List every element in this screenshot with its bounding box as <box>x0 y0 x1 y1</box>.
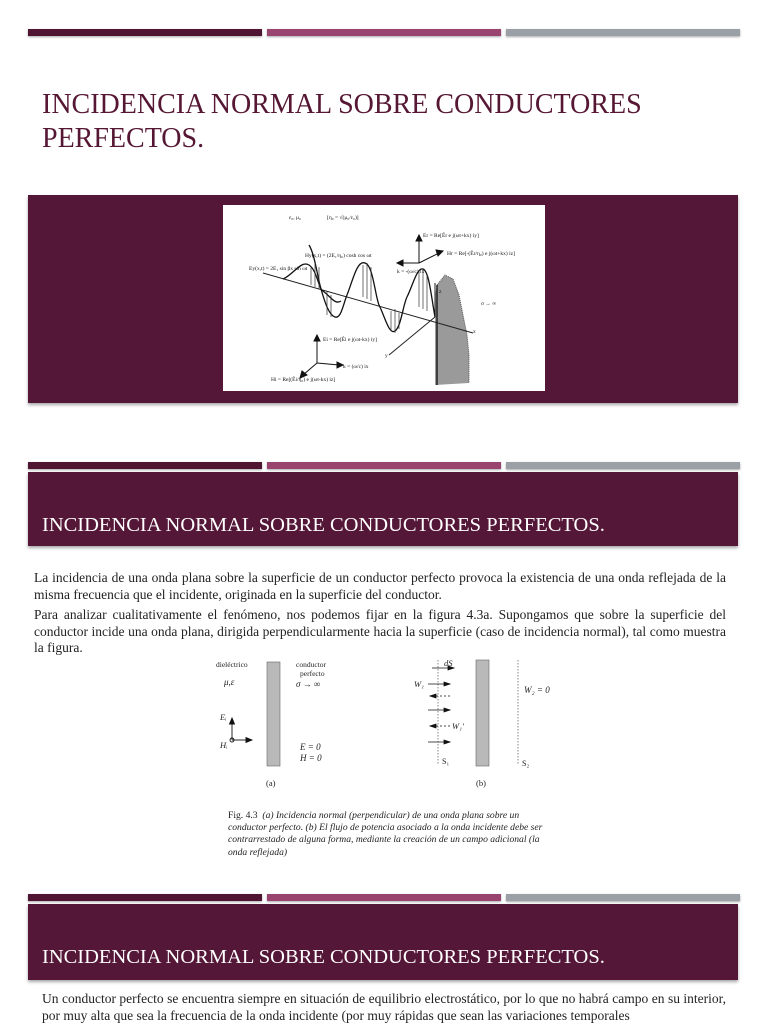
label-e-zero: E = 0 <box>300 742 321 752</box>
reflected-triad <box>397 235 443 266</box>
label-w1: W₁ <box>414 679 425 689</box>
y-axis-line <box>389 317 435 355</box>
label-conductor-2: perfecto <box>300 669 325 678</box>
label-h-total: Hy(x,t) = (2E₁/η₀) cosh cos ωt <box>305 253 372 259</box>
label-h-zero: H = 0 <box>300 753 322 763</box>
caption-figure-number: Fig. 4.3 <box>228 810 258 821</box>
power-arrows <box>428 666 454 744</box>
slide3-title: INCIDENCIA NORMAL SOBRE CONDUCTORES PERFECTOS. <box>42 946 605 968</box>
label-ds: dS <box>444 658 453 668</box>
accent-bar-dark <box>28 462 262 469</box>
label-k-incident: k = (ω/c) ix <box>343 364 369 370</box>
figure-4-3-svg <box>212 656 556 806</box>
slide1-accent-bars <box>28 29 740 36</box>
label-e-i: Eᵢ <box>220 712 227 722</box>
label-sigma: σ → ∞ <box>481 301 497 307</box>
label-medium: ε₀, μ₀ <box>289 215 301 221</box>
field-axes-a <box>230 718 253 743</box>
label-mu-eps: μ,ε <box>224 677 235 687</box>
accent-bar-gray <box>506 894 740 901</box>
accent-bar-gray <box>506 29 740 36</box>
label-z-axis: z <box>439 289 442 295</box>
slide2-paragraph-2: Para analizar cualitativamente el fenómeno, nos podemos fijar en la figura 4.3a. Supongamos que sobre la superficie del conductor incide una onda plana, dirigida perpendicularmente hacia la superficie (caso de incidencia normal), tal como muestra la figura. <box>34 607 726 655</box>
accent-bar-pink <box>267 29 501 36</box>
label-k-reflected: k = -(ω/c) ix <box>397 269 425 275</box>
label-w2: W₂ = 0 <box>524 685 550 695</box>
accent-bar-gray <box>506 462 740 469</box>
label-dielectric: dieléctrico <box>216 660 248 669</box>
conductor-plate-a <box>267 662 280 766</box>
label-e-total: Ey(x,t) = 2E₁ sin βx sin ωt <box>249 266 308 272</box>
label-h-incident: Hi = Re[(Êi/η₀) e j(ωt-kx) iz] <box>271 377 336 383</box>
label-e-reflected: Er = Re[Êr e j(ωt+kx) iy] <box>423 233 479 239</box>
caption-text: (a) Incidencia normal (perpendicular) de una onda plana sobre un conductor perfecto. (b) El flujo de potencia asociado a la onda incidente debe ser contrarrestado de alguna forma, mediante la creación de un campo adicional (la onda reflejada) <box>228 810 543 858</box>
wave-diagram-svg <box>223 205 545 391</box>
wave-diagram <box>223 205 545 391</box>
slide3-paragraph: Un conductor perfecto se encuentra siempre en situación de equilibrio electrostático, por lo que no habrá campo en su interior, por muy alta que sea la frecuencia de la onda incidente (por muy rápidas que sean las variaciones temporales <box>42 991 726 1023</box>
label-s1: S₁ <box>442 757 450 766</box>
conductor-plate-b <box>476 660 489 766</box>
accent-bar-pink <box>267 894 501 901</box>
figure-caption <box>228 810 550 859</box>
label-panel-a: (a) <box>266 778 276 788</box>
slide3-accent-bars <box>28 894 740 901</box>
slide1-title: INCIDENCIA NORMAL SOBRE CONDUCTORES PERFECTOS. <box>42 89 642 154</box>
label-s2: S₂ <box>522 759 530 768</box>
label-e-incident: Ei = Re[Êi e j(ωt-kx) iy] <box>323 337 377 343</box>
accent-bar-pink <box>267 462 501 469</box>
label-panel-b: (b) <box>476 778 486 788</box>
label-h-reflected: Hr = Re[-(Êr/η₀) e j(ωt+kx) iz] <box>447 251 515 257</box>
slide2-accent-bars <box>28 462 740 469</box>
label-x-axis: x <box>473 329 476 335</box>
label-sigma-a: σ → ∞ <box>296 679 321 689</box>
label-y-axis: y <box>385 353 388 359</box>
accent-bar-dark <box>28 29 262 36</box>
slide2-paragraph-1: La incidencia de una onda plana sobre la superficie de un conductor perfecto provoca la existencia de una onda reflejada de la misma frecuencia que el incidente, originada en la superficie del conductor. <box>34 570 726 602</box>
label-conductor-1: conductor <box>296 660 326 669</box>
accent-bar-dark <box>28 894 262 901</box>
label-w1-prime: W₁' <box>452 721 464 731</box>
slide2-title: INCIDENCIA NORMAL SOBRE CONDUCTORES PERFECTOS. <box>42 514 605 536</box>
label-h-i: Hᵢ <box>220 740 228 750</box>
label-impedance: [η₀ = √(μ₀/ε₀)] <box>327 215 359 221</box>
